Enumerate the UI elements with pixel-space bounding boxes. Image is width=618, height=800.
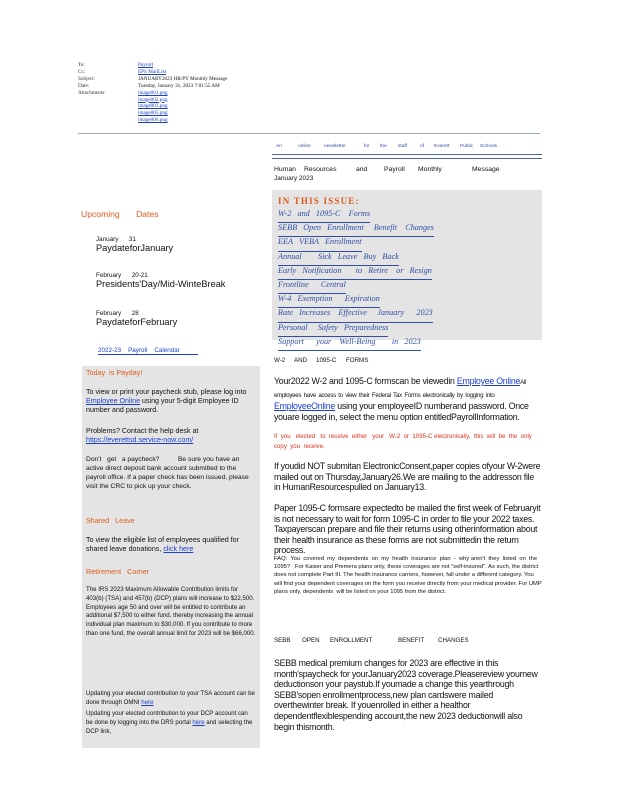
upcoming-dates-heading: Upcoming Dates bbox=[81, 209, 159, 219]
heading-word: 1095-C bbox=[316, 357, 337, 364]
date-label: February 20-21 bbox=[96, 272, 148, 279]
text: To view the eligible list of employees qualified for shared leave donations, bbox=[86, 536, 239, 554]
heading-word: AND bbox=[294, 357, 308, 364]
email-label: Attachments: bbox=[78, 89, 106, 96]
omni-link[interactable]: here bbox=[141, 698, 154, 706]
banner-word: of bbox=[420, 144, 425, 149]
w2-electronic-notice: If you elected to receive either your W-2 or 1095-C electronically, this will be the only copy you receive. bbox=[274, 433, 536, 450]
retirement-p1: The IRS 2023 Maximum Allowable Contribution limits for 403(b) (TSA) and 457(b) (DCP) plans will increase to $22,500. Employees age 50 and over will be entitled to contribute an additional $7,500 to either fund, thereby increasing the annual individual plan maximum to $30,000. If you contribute to more than one fund, the overall annual limit for 2023 will be $66,000. bbox=[86, 586, 256, 637]
date-label: January 31 bbox=[96, 236, 136, 243]
text: All employees have access to view their Federal Tax Forms electronically by logging into bbox=[274, 379, 527, 399]
issue-link[interactable]: W-4 Exemption Expiration bbox=[278, 294, 380, 308]
text: Your2022 W-2 and 1095-C formscan be viewedin bbox=[274, 376, 457, 386]
spacer bbox=[78, 117, 138, 124]
title-word: and bbox=[356, 166, 368, 173]
issue-link[interactable]: Frontline Central bbox=[278, 280, 346, 294]
attachment-link[interactable]: image005.png bbox=[138, 110, 168, 117]
attachment-row bbox=[78, 97, 227, 104]
banner-word: Schools bbox=[480, 144, 498, 149]
shared-leave-link[interactable]: click here bbox=[163, 545, 194, 554]
text: Problems? Contact the help desk at bbox=[86, 427, 199, 435]
banner-word: online bbox=[298, 144, 311, 149]
title-word: Message bbox=[472, 166, 500, 173]
attachment-link[interactable]: image001.png bbox=[138, 89, 168, 96]
issue-link[interactable]: EEA VEBA Enrollment bbox=[278, 237, 362, 251]
email-header bbox=[78, 62, 227, 124]
w2-faq: FAQ: You covered my dependents on my health insurance plan - why aren't they listed on the 1095? For Kaiser and Premera plans only, these coverages are not "self-insured". As such, the district does not complete Part III. The health insurance carriers, however, fall under a different category. You will find your dependent coverages on the form you receive directly from your medical provider. For UMP plans only, dependents will be listed on your 1095 from the district. bbox=[274, 556, 544, 595]
in-this-issue-heading: IN THIS ISSUE: bbox=[278, 196, 360, 206]
retirement-p2 bbox=[86, 690, 256, 708]
attachment-link[interactable]: image003.png bbox=[138, 103, 168, 110]
today-payday-heading: Today is Payday! bbox=[86, 368, 143, 377]
email-header-subject bbox=[78, 76, 227, 83]
heading-word: FORMS bbox=[346, 357, 369, 364]
issue-link[interactable]: Early Notification to Retire or Resign bbox=[278, 266, 432, 280]
email-header-attachments bbox=[78, 90, 227, 97]
sebb-p1: SEBB medical premium changes for 2023 are effective in this month'spaycheck for yourJanuary2023 coverage.Pleasereview yournew deductionson your paystub.If youmade a change this yearthrough SEBB'sopen enrollmentprocess,new plan cardswere mailed overthewinter break. If youenrolled in either a healthor dependentflexiblespending account,the new 2023 deductionwill also begin thismonth. bbox=[274, 658, 538, 732]
in-this-issue-list bbox=[278, 209, 434, 351]
title-word: Human bbox=[274, 166, 296, 173]
banner-word: staff bbox=[398, 144, 407, 149]
drs-portal-link[interactable]: here bbox=[192, 718, 205, 726]
banner-word: An bbox=[276, 144, 282, 149]
text: To view or print your paycheck stub, please log into bbox=[86, 388, 247, 396]
banner-divider bbox=[272, 158, 542, 159]
email-subject: JANUARY2023 HR/PY Monthly Message bbox=[138, 75, 228, 82]
heading-word: SEBB bbox=[274, 637, 291, 644]
employee-online-link[interactable]: Employee Online bbox=[456, 376, 521, 386]
heading-word: CHANGES bbox=[438, 637, 469, 644]
text: using your employeeID numberand password. Once youare logged in, select the menu option entitledPayrollInformation. bbox=[274, 401, 529, 422]
title-word: Resources bbox=[304, 166, 337, 173]
issue-link[interactable]: W-2 and 1095-C Forms bbox=[278, 209, 370, 223]
spacer bbox=[78, 103, 138, 110]
date-entry bbox=[96, 310, 177, 327]
text: Updating your elected contribution to your TSA account can be done through OMNI bbox=[86, 690, 255, 706]
date-event: PaydateforJanuary bbox=[96, 243, 174, 253]
heading-word: W-2 bbox=[274, 357, 286, 364]
email-label: Date: bbox=[78, 82, 90, 89]
payroll-calendar-link[interactable]: 2022-23 Payroll Calendar bbox=[98, 347, 198, 355]
spacer bbox=[78, 97, 138, 104]
header-divider bbox=[78, 133, 540, 134]
today-payday-p2 bbox=[86, 427, 256, 445]
shared-leave-heading: Shared Leave bbox=[86, 516, 135, 525]
heading-word: ENROLLMENT bbox=[330, 637, 373, 644]
email-to-link[interactable]: Payroll bbox=[138, 62, 153, 68]
spacer bbox=[78, 110, 138, 117]
banner-word: Everett bbox=[434, 144, 450, 149]
attachment-row bbox=[78, 117, 227, 124]
banner-word: the bbox=[380, 144, 387, 149]
title-word: Monthly bbox=[418, 166, 442, 173]
w2-p1 bbox=[274, 376, 542, 422]
banner-word: for bbox=[364, 144, 370, 149]
email-date: Tuesday, January 31, 2023 7:01:55 AM bbox=[138, 82, 220, 89]
retirement-corner-heading: Retirement Corner bbox=[86, 567, 150, 576]
attachment-row bbox=[78, 103, 227, 110]
date-event: Presidents'Day/Mid-WinteBreak bbox=[96, 279, 226, 289]
today-payday-p3: Don't get a paycheck? Be sure you have an active direct deposit bank account submitted to the payroll office. If a paper check has been issued, please visit the CRC to pick up your check. bbox=[86, 456, 251, 491]
shared-leave-text bbox=[86, 536, 256, 554]
date-event: PaydateforFebruary bbox=[96, 317, 178, 327]
text: using your 5-digit Employee ID number and password. bbox=[86, 397, 239, 415]
date-entry bbox=[96, 236, 173, 253]
email-label: Subject: bbox=[78, 75, 96, 82]
newsletter-banner bbox=[272, 142, 542, 155]
text: and selecting the DCP link, bbox=[86, 718, 253, 735]
email-header-cc bbox=[78, 69, 227, 76]
email-header-to bbox=[78, 62, 227, 69]
banner-word: newsletter bbox=[324, 144, 346, 149]
w2-p3: Paper 1095-C formsare expectedto be mailed the first week of Februaryit is not necessary to wait for form 1095-C in order to file your 2022 taxes. Taxpayerscan prepare and file their returns using otherinformation about their health insurance as these forms are not submittedin the return process. bbox=[274, 503, 541, 556]
issue-link[interactable]: Annual Sick Leave Buy Back bbox=[278, 252, 399, 266]
issue-link[interactable]: SEBB Open Enrollment Benefit Changes bbox=[278, 223, 434, 237]
email-label: To: bbox=[78, 62, 85, 68]
issue-link[interactable]: Rate Increases Effective January 2023 bbox=[278, 308, 433, 322]
text: Updating your elected contribution to your DCP account can be done by logging into the DRS portal bbox=[86, 710, 248, 726]
heading-word: BENEFIT bbox=[398, 637, 425, 644]
attachment-link[interactable]: image002.png bbox=[138, 96, 168, 103]
retirement-p3 bbox=[86, 710, 256, 736]
employee-online-link[interactable]: EmployeeOnline bbox=[274, 401, 336, 412]
email-header-date bbox=[78, 83, 227, 90]
attachment-row bbox=[78, 110, 227, 117]
issue-link[interactable]: Support your Well-Being in 2023 bbox=[278, 337, 421, 351]
today-payday-p1 bbox=[86, 388, 256, 415]
w2-p2: If youdid NOT submitan ElectronicConsent,paper copies ofyour W-2were mailed out on Thursday,January26.We are mailing to the addresson file in HumanResourcespulled on January13. bbox=[274, 461, 541, 493]
title-word: Payroll bbox=[384, 166, 405, 173]
newsletter-date: January 2023 bbox=[274, 175, 314, 182]
email-label: Cc: bbox=[78, 68, 86, 75]
banner-word: Public bbox=[460, 144, 474, 149]
email-cc-link[interactable]: EPS MailList bbox=[138, 68, 167, 75]
date-label: February 28 bbox=[96, 310, 139, 317]
attachment-link[interactable]: image006.png bbox=[138, 117, 168, 124]
date-entry bbox=[96, 272, 225, 289]
employee-online-link[interactable]: Employee Online bbox=[86, 397, 141, 406]
help-desk-link[interactable]: https://everettsd.service-now.com/ bbox=[86, 436, 194, 445]
heading-word: OPEN bbox=[302, 637, 320, 644]
issue-link[interactable]: Personal Safety Preparedness bbox=[278, 323, 388, 337]
